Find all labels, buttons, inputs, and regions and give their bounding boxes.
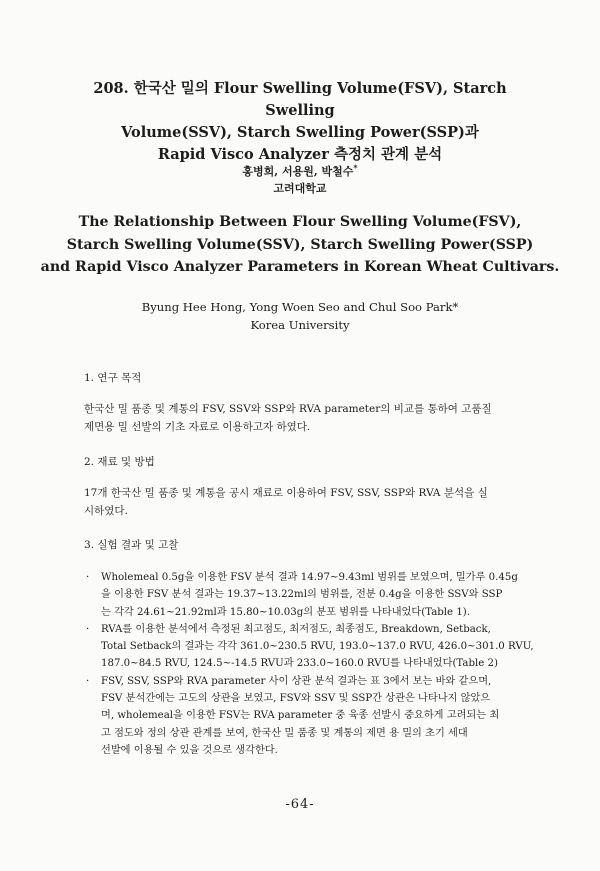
body-line: 시하였다.	[84, 504, 128, 517]
korean-authors	[0, 163, 600, 197]
korean-title-line: Volume(SSV), Starch Swelling Power(SSP)과	[121, 124, 479, 141]
section-heading-methods: 2. 재료 및 방법	[84, 456, 155, 468]
korean-affiliation: 고려대학교	[273, 182, 327, 195]
body-line: 제면용 밀 선발의 기초 자료로 이용하고자 하였다.	[84, 420, 311, 433]
section-body-methods	[84, 485, 516, 520]
result-bullet	[84, 569, 516, 621]
english-title-line: The Relationship Between Flour Swelling Volume(FSV),	[78, 214, 522, 230]
english-author-names: Byung Hee Hong, Yong Woen Seo and Chul Soo Park*	[141, 300, 459, 314]
result-bullet	[84, 621, 534, 673]
korean-title	[60, 78, 540, 166]
bullet-line: FSV, SSV, SSP와 RVA parameter 사이 상관 분석 결과는 표 3에서 보는 바와 같으며,	[101, 675, 492, 687]
bullet-line: 는 각각 24.61~21.92ml과 15.80~10.03g의 분포 범위를 나타내었다(Table 1).	[101, 606, 471, 618]
section-heading-results: 3. 실험 결과 및 고찰	[84, 539, 179, 551]
bullet-line: 며, wholemeal을 이용한 FSV는 RVA parameter 중 육종 선발시 중요하게 고려되는 최	[101, 710, 500, 722]
english-affiliation: Korea University	[250, 318, 350, 332]
bullet-mark: ·	[86, 572, 90, 583]
results-bullet-list	[84, 569, 534, 759]
result-bullet	[84, 673, 516, 759]
korean-title-line: 208. 한국산 밀의 Flour Swelling Volume(FSV), Starch Swelling	[93, 80, 507, 119]
bullet-line: FSV 분석간에는 고도의 상관을 보였고, FSV와 SSV 및 SSP간 상관은 나타나지 않았으	[101, 693, 491, 705]
page-number: -64-	[285, 797, 315, 812]
english-title-line: Starch Swelling Volume(SSV), Starch Swelling Power(SSP)	[66, 236, 534, 253]
bullet-line: 187.0~84.5 RVU, 124.5~-14.5 RVU과 233.0~160.0 RVU를 나타내었다(Table 2)	[101, 658, 498, 670]
body-line: 17개 한국산 밀 품종 및 계통을 공시 재료로 이용하여 FSV, SSV, SSP와 RVA 분석을 실	[84, 487, 488, 499]
bullet-line: RVA를 이용한 분석에서 측정된 최고점도, 최저점도, 최종점도, Breakdown, Setback,	[101, 623, 491, 635]
bullet-mark: ·	[86, 675, 90, 687]
section-body-purpose	[84, 401, 516, 436]
bullet-line: 을 이용한 FSV 분석 결과는 19.37~13.22ml의 범위를, 전분 0.4g을 이용한 SSV와 SSP	[101, 589, 503, 601]
korean-author-names-line	[0, 163, 600, 180]
english-title	[40, 211, 560, 279]
english-title-line: and Rapid Visco Analyzer Parameters in Korean Wheat Cultivars.	[40, 259, 560, 275]
bullet-line: Wholemeal 0.5g을 이용한 FSV 분석 결과 14.97~9.43ml 범위를 보였으며, 밀가루 0.45g	[101, 572, 518, 583]
bullet-line: 선발에 이용될 수 있을 것으로 생각한다.	[101, 744, 278, 756]
corresponding-author-mark: *	[353, 162, 358, 173]
english-authors	[0, 298, 600, 334]
body-line: 한국산 밀 품종 및 계통의 FSV, SSV와 SSP와 RVA parameter의 비교를 통하여 고품질	[84, 403, 492, 415]
korean-title-line: Rapid Visco Analyzer 측정치 관계 분석	[157, 146, 443, 163]
bullet-line: 고 점도와 정의 상관 관계를 보여, 한국산 밀 품종 및 계통의 제면 용 밀의 초기 세대	[101, 727, 468, 739]
korean-author-names: 홍병희, 서용원, 박철수	[242, 165, 354, 178]
bullet-mark: ·	[86, 623, 90, 635]
section-heading-purpose: 1. 연구 목적	[84, 372, 142, 384]
bullet-line: Total Setback의 결과는 각각 361.0~230.5 RVU, 193.0~137.0 RVU, 426.0~301.0 RVU,	[101, 641, 534, 653]
